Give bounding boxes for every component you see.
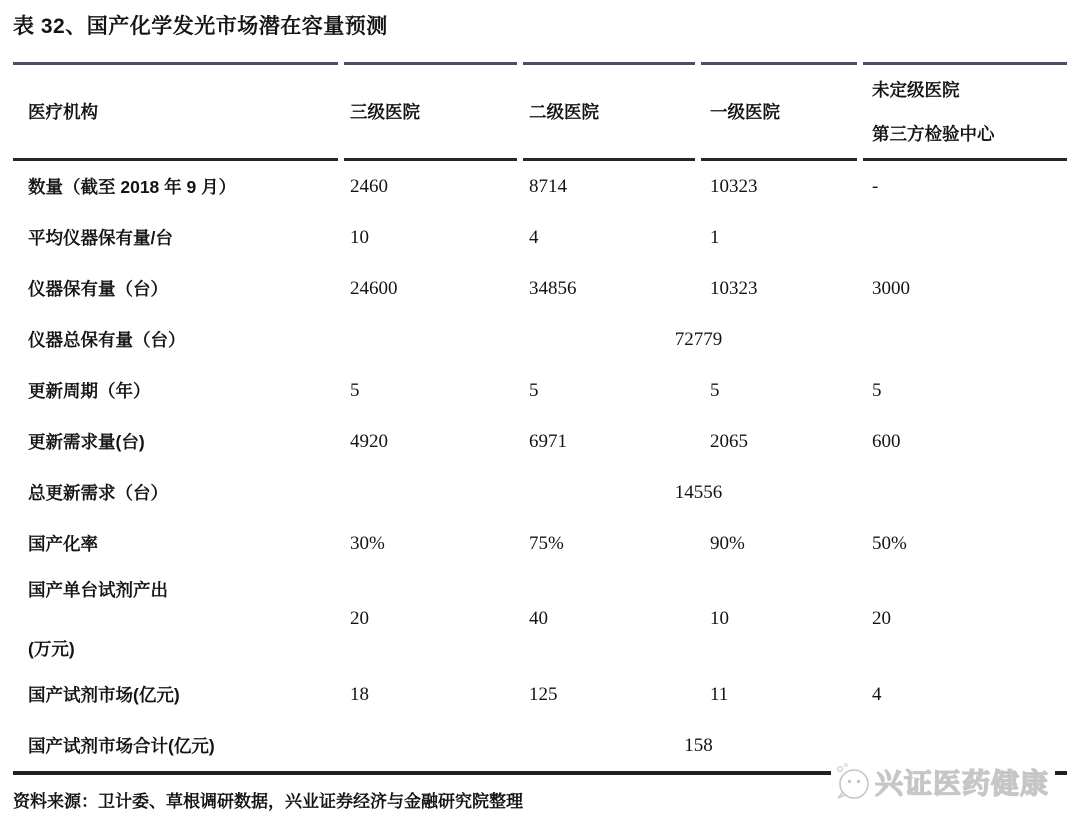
cell-value: 4920	[350, 430, 388, 452]
table-body	[13, 161, 1067, 775]
row-label	[13, 569, 338, 669]
cell-value: 11	[710, 683, 729, 705]
table-row-avg-instruments	[13, 212, 1067, 263]
row-label: 仪器总保有量（台）	[28, 330, 186, 350]
col-header-ungraded-line2: 第三方检验中心	[872, 124, 995, 144]
table-row-renewal-demand	[13, 416, 1067, 467]
table-header-row	[13, 62, 1067, 161]
row-label: 国产试剂市场(亿元)	[28, 685, 180, 705]
cell-value: 3000	[872, 277, 910, 299]
table-row-total-renewal-demand	[13, 467, 1067, 518]
row-label: 国产试剂市场合计(亿元)	[28, 736, 215, 756]
row-label: 更新周期（年）	[28, 381, 151, 401]
cell-value: 5	[529, 379, 539, 401]
cell-value: 4	[872, 683, 882, 705]
row-label-line1: 国产单台试剂产出	[28, 580, 168, 600]
cell-value: 5	[872, 379, 882, 401]
row-label: 数量（截至 2018 年 9 月）	[28, 177, 237, 197]
capacity-forecast-table	[13, 62, 1067, 775]
cell-value: 1	[710, 226, 720, 248]
cell-value: 10	[350, 226, 369, 248]
cell-value: 10323	[710, 175, 758, 197]
row-label: 国产化率	[28, 534, 98, 554]
table-row-domestic-rate	[13, 518, 1067, 569]
table-row-reagent-output-per-unit	[13, 569, 1067, 669]
col-header-institution: 医疗机构	[13, 62, 338, 161]
cell-value: 2065	[710, 430, 748, 452]
table-row-instrument-stock	[13, 263, 1067, 314]
row-label: 平均仪器保有量/台	[28, 228, 173, 248]
cell-value: 125	[529, 683, 558, 705]
cell-value: 600	[872, 430, 901, 452]
source-note: 资料来源：卫计委、草根调研数据，兴业证券经济与金融研究院整理	[13, 792, 523, 811]
table-title: 表 32、国产化学发光市场潜在容量预测	[13, 15, 388, 38]
table-row-renewal-cycle	[13, 365, 1067, 416]
cell-value: 50%	[872, 532, 907, 554]
cell-value: 8714	[529, 175, 567, 197]
watermark	[831, 750, 1055, 814]
col-header-tier1-hospital: 一级医院	[701, 62, 857, 161]
cell-value: 75%	[529, 532, 564, 554]
cell-value: 18	[350, 683, 369, 705]
col-header-ungraded-line1: 未定级医院	[872, 80, 960, 100]
table-row-domestic-reagent-market	[13, 669, 1067, 720]
cell-value: 10	[710, 608, 729, 629]
cell-value: 20	[872, 608, 891, 629]
cell-value: 20	[350, 608, 369, 629]
table-row-total-instrument-stock	[13, 314, 1067, 365]
table-row-count	[13, 161, 1067, 212]
cell-merged-value: 72779	[674, 328, 723, 350]
cell-value: 2460	[350, 175, 388, 197]
cell-value: 5	[710, 379, 720, 401]
watermark-text: 兴证医药健康	[875, 768, 1050, 799]
wechat-bubble-icon	[831, 761, 871, 803]
cell-value: 24600	[350, 277, 398, 299]
cell-value: -	[872, 175, 879, 197]
row-label: 仪器保有量（台）	[28, 279, 168, 299]
col-header-tier2-hospital: 二级医院	[523, 62, 695, 161]
cell-value: 10323	[710, 277, 758, 299]
cell-value: 4	[529, 226, 539, 248]
col-header-ungraded-thirdparty	[863, 62, 1067, 161]
row-label-line2: (万元)	[28, 639, 75, 659]
cell-merged-value: 14556	[674, 481, 723, 503]
cell-merged-value: 158	[684, 734, 713, 756]
cell-value: 40	[529, 608, 548, 629]
cell-value: 90%	[710, 532, 745, 554]
cell-value: 6971	[529, 430, 567, 452]
cell-value: 34856	[529, 277, 577, 299]
row-label: 更新需求量(台)	[28, 432, 145, 452]
cell-value: 5	[350, 379, 360, 401]
col-header-tier3-hospital: 三级医院	[344, 62, 517, 161]
cell-value: 30%	[350, 532, 385, 554]
row-label: 总更新需求（台）	[28, 483, 168, 503]
